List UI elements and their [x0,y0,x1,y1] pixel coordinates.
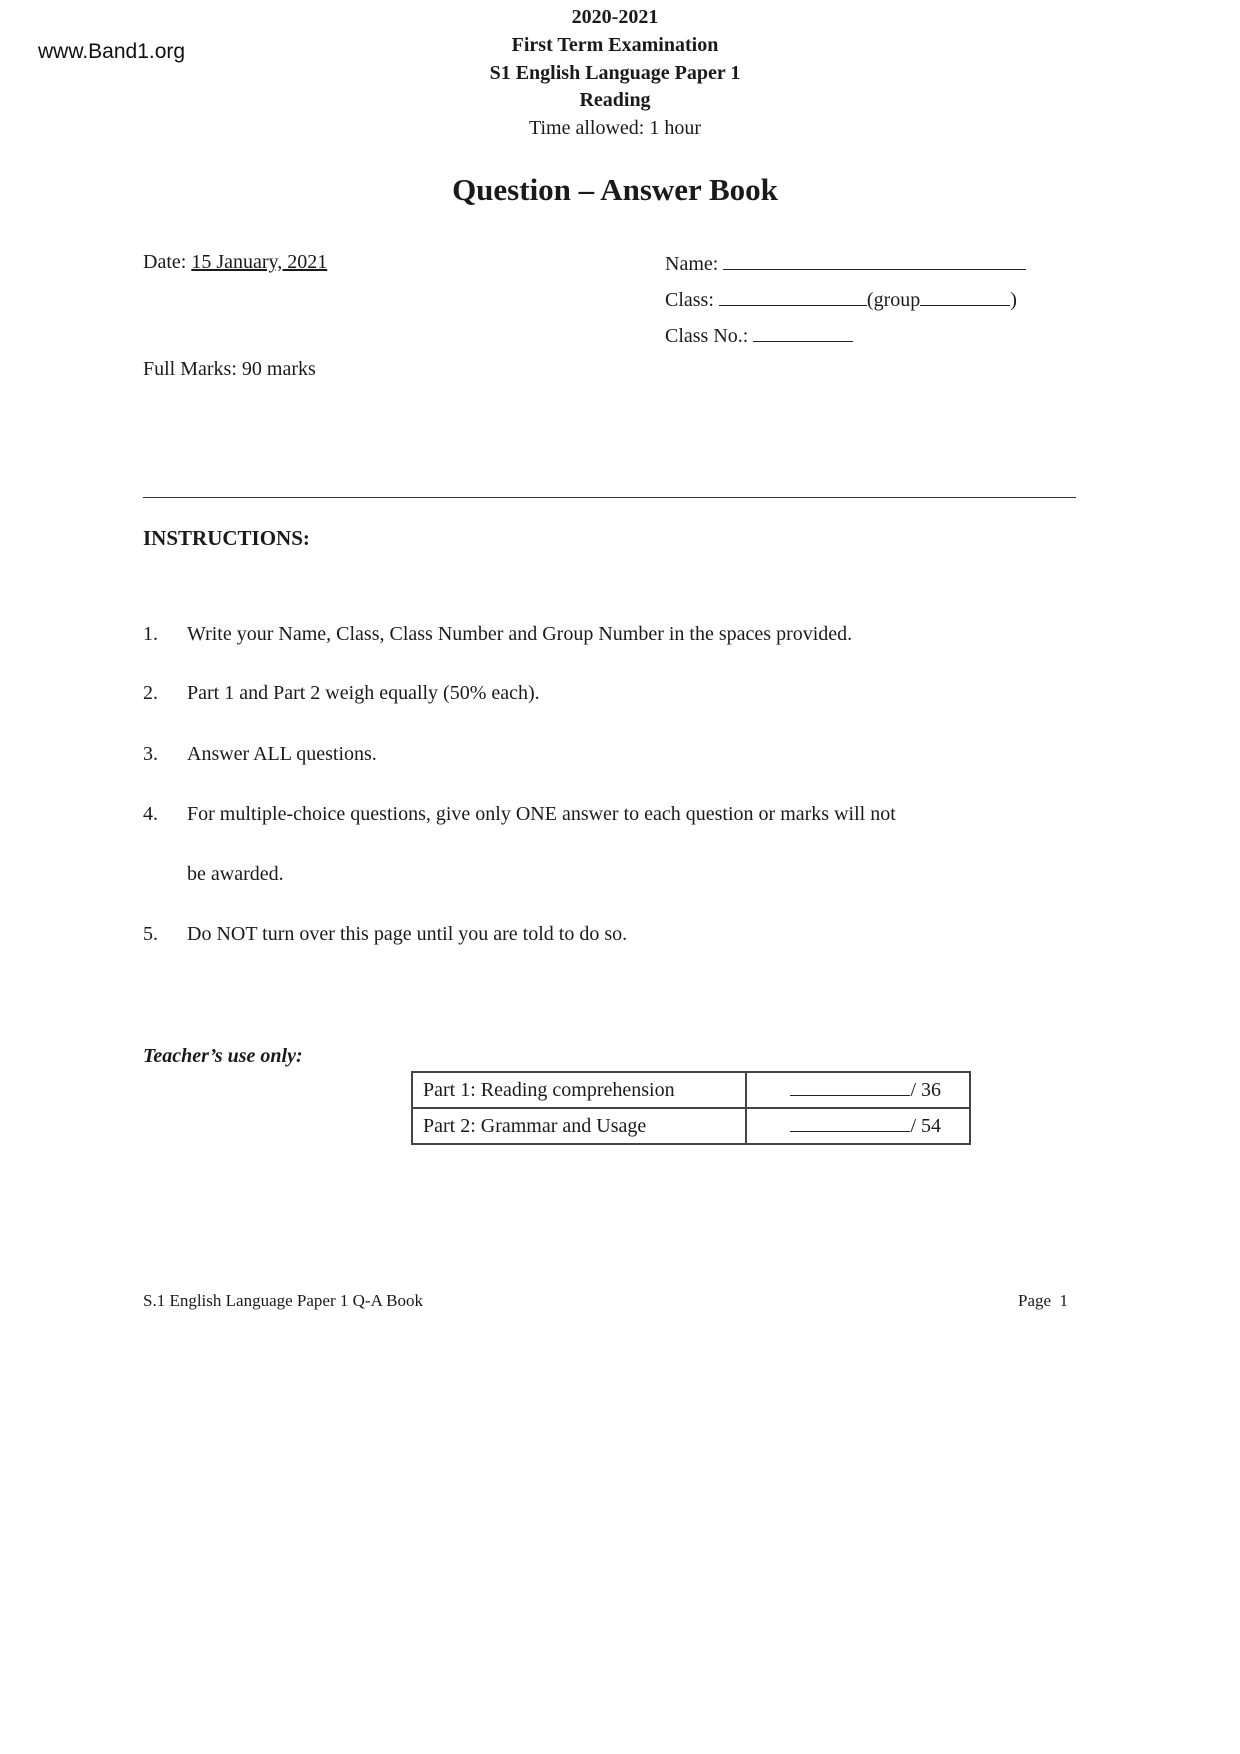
class-field[interactable] [665,287,1017,312]
group-label: (group [866,289,921,311]
score-cell[interactable] [746,1072,970,1108]
part-label: Part 1: Reading comprehension [412,1072,746,1108]
name-label: Name: [665,253,719,275]
instruction-number: 3. [143,743,158,765]
instruction-text: For multiple-choice questions, give only ONE answer to each question or marks will not [187,803,896,825]
class-blank[interactable] [719,287,867,306]
table-row [412,1072,970,1108]
watermark: www.Band1.org [38,40,186,63]
class-no-blank[interactable] [753,323,853,342]
name-blank[interactable] [723,251,1026,270]
instruction-text-continued: be awarded. [187,863,284,885]
page-number: Page 1 [1018,1291,1069,1310]
date-line [143,251,327,274]
date-value: 15 January, 2021 [191,251,328,273]
instruction-number: 1. [143,623,158,645]
paper-name: S1 English Language Paper 1 [489,62,741,84]
instruction-number: 2. [143,682,158,704]
marks-table [411,1071,971,1145]
instruction-text: Write your Name, Class, Class Number and Group Number in the spaces provided. [187,623,853,645]
score-blank[interactable] [790,1081,910,1096]
instruction-text: Do NOT turn over this page until you are told to do so. [187,923,628,945]
teacher-use-label: Teacher’s use only: [143,1045,303,1067]
exam-term: First Term Examination [511,34,719,56]
divider [143,497,1076,498]
class-no-label: Class No.: [665,325,749,347]
instruction-text: Answer ALL questions. [187,743,377,765]
max-score: / 54 [910,1114,941,1137]
part-label: Part 2: Grammar and Usage [412,1108,746,1144]
group-close: ) [1010,289,1017,311]
instructions-heading: INSTRUCTIONS: [143,526,310,550]
instruction-number: 5. [143,923,158,945]
score-cell[interactable] [746,1108,970,1144]
class-label: Class: [665,289,714,311]
time-allowed: Time allowed: 1 hour [528,117,702,139]
class-no-field[interactable] [665,323,853,348]
full-marks: Full Marks: 90 marks [143,358,316,380]
exam-year: 2020-2021 [571,6,659,28]
score-blank[interactable] [790,1117,910,1132]
page-title: Question – Answer Book [452,172,778,207]
group-blank[interactable] [920,287,1010,306]
instruction-number: 4. [143,803,158,825]
paper-section: Reading [579,89,651,111]
date-label: Date: [143,251,187,273]
table-row [412,1108,970,1144]
max-score: / 36 [910,1078,941,1101]
footer-title: S.1 English Language Paper 1 Q-A Book [143,1291,423,1310]
name-field[interactable] [665,251,1026,276]
instruction-text: Part 1 and Part 2 weigh equally (50% each). [187,682,540,704]
